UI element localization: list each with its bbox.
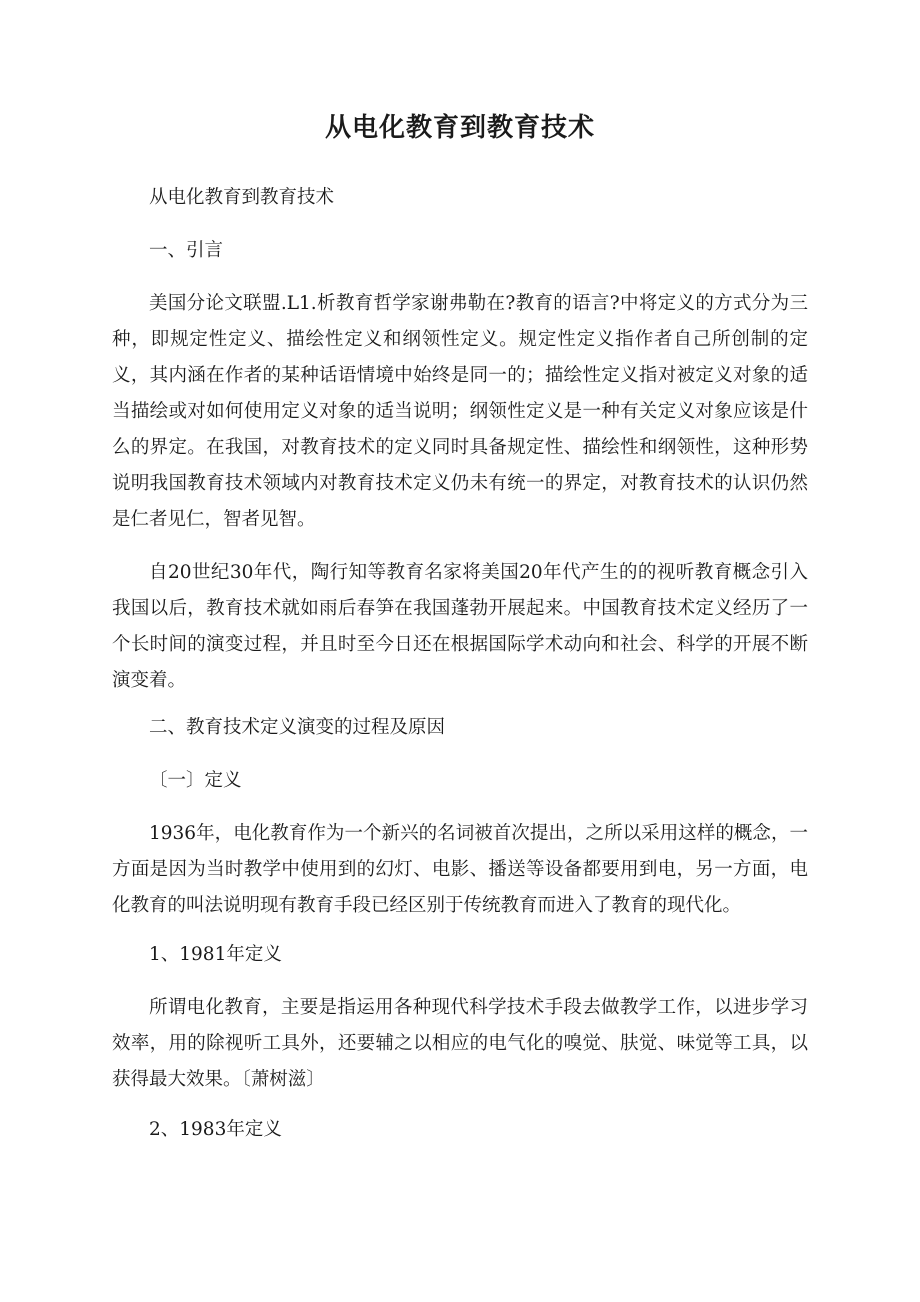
document-title: 从电化教育到教育技术 (324, 113, 595, 143)
body-paragraph: 1936年，电化教育作为一个新兴的名词被首次提出，之所以采用这样的概念，一方面是因为当时教学中使用到的幻灯、电影、播送等设备都要用到电，另一方面，电化教育的叫法说明现有教育手段已经区别于传统教育而进入了教育的现代化。 (112, 823, 808, 916)
body-paragraph: 美国分论文联盟.L1.析教育哲学家谢弗勒在?教育的语言?中将定义的方式分为三种，即规定性定义、描绘性定义和纲领性定义。规定性定义指作者自己所创制的定义，其内涵在作者的某种话语情境中始终是同一的；描绘性定义指对被定义对象的适当描绘或对如何使用定义对象的适当说明；纲领性定义是一种有关定义对象应该是什么的界定。在我国，对教育技术的定义同时具备规定性、描绘性和纲领性，这种形势说明我国教育技术领域内对教育技术定义仍未有统一的界定，对教育技术的认识仍然是仁者见仁，智者见智。 (112, 293, 808, 530)
section-heading-definition-evolution: 二、教育技术定义演变的过程及原因 (149, 717, 446, 738)
item-heading-1983: 2、1983年定义 (149, 1119, 282, 1140)
item-heading-1981: 1、1981年定义 (149, 944, 282, 965)
section-heading-introduction: 一、引言 (149, 240, 224, 261)
subsection-heading-definition: 〔一〕定义 (149, 770, 242, 791)
body-paragraph: 所谓电化教育，主要是指运用各种现代科学技术手段去做教学工作，以进步学习效率，用的除视听工具外，还要辅之以相应的电气化的嗅觉、肤觉、味觉等工具，以获得最大效果。〔萧树滋〕 (112, 997, 808, 1090)
subtitle-paragraph: 从电化教育到教育技术 (149, 187, 335, 208)
body-paragraph: 自20世纪30年代，陶行知等教育名家将美国20年代产生的的视听教育概念引入我国以后，教育技术就如雨后春笋在我国蓬勃开展起来。中国教育技术定义经历了一个长时间的演变过程，并且时至今日还在根据国际学术动向和社会、科学的开展不断演变着。 (112, 562, 808, 691)
